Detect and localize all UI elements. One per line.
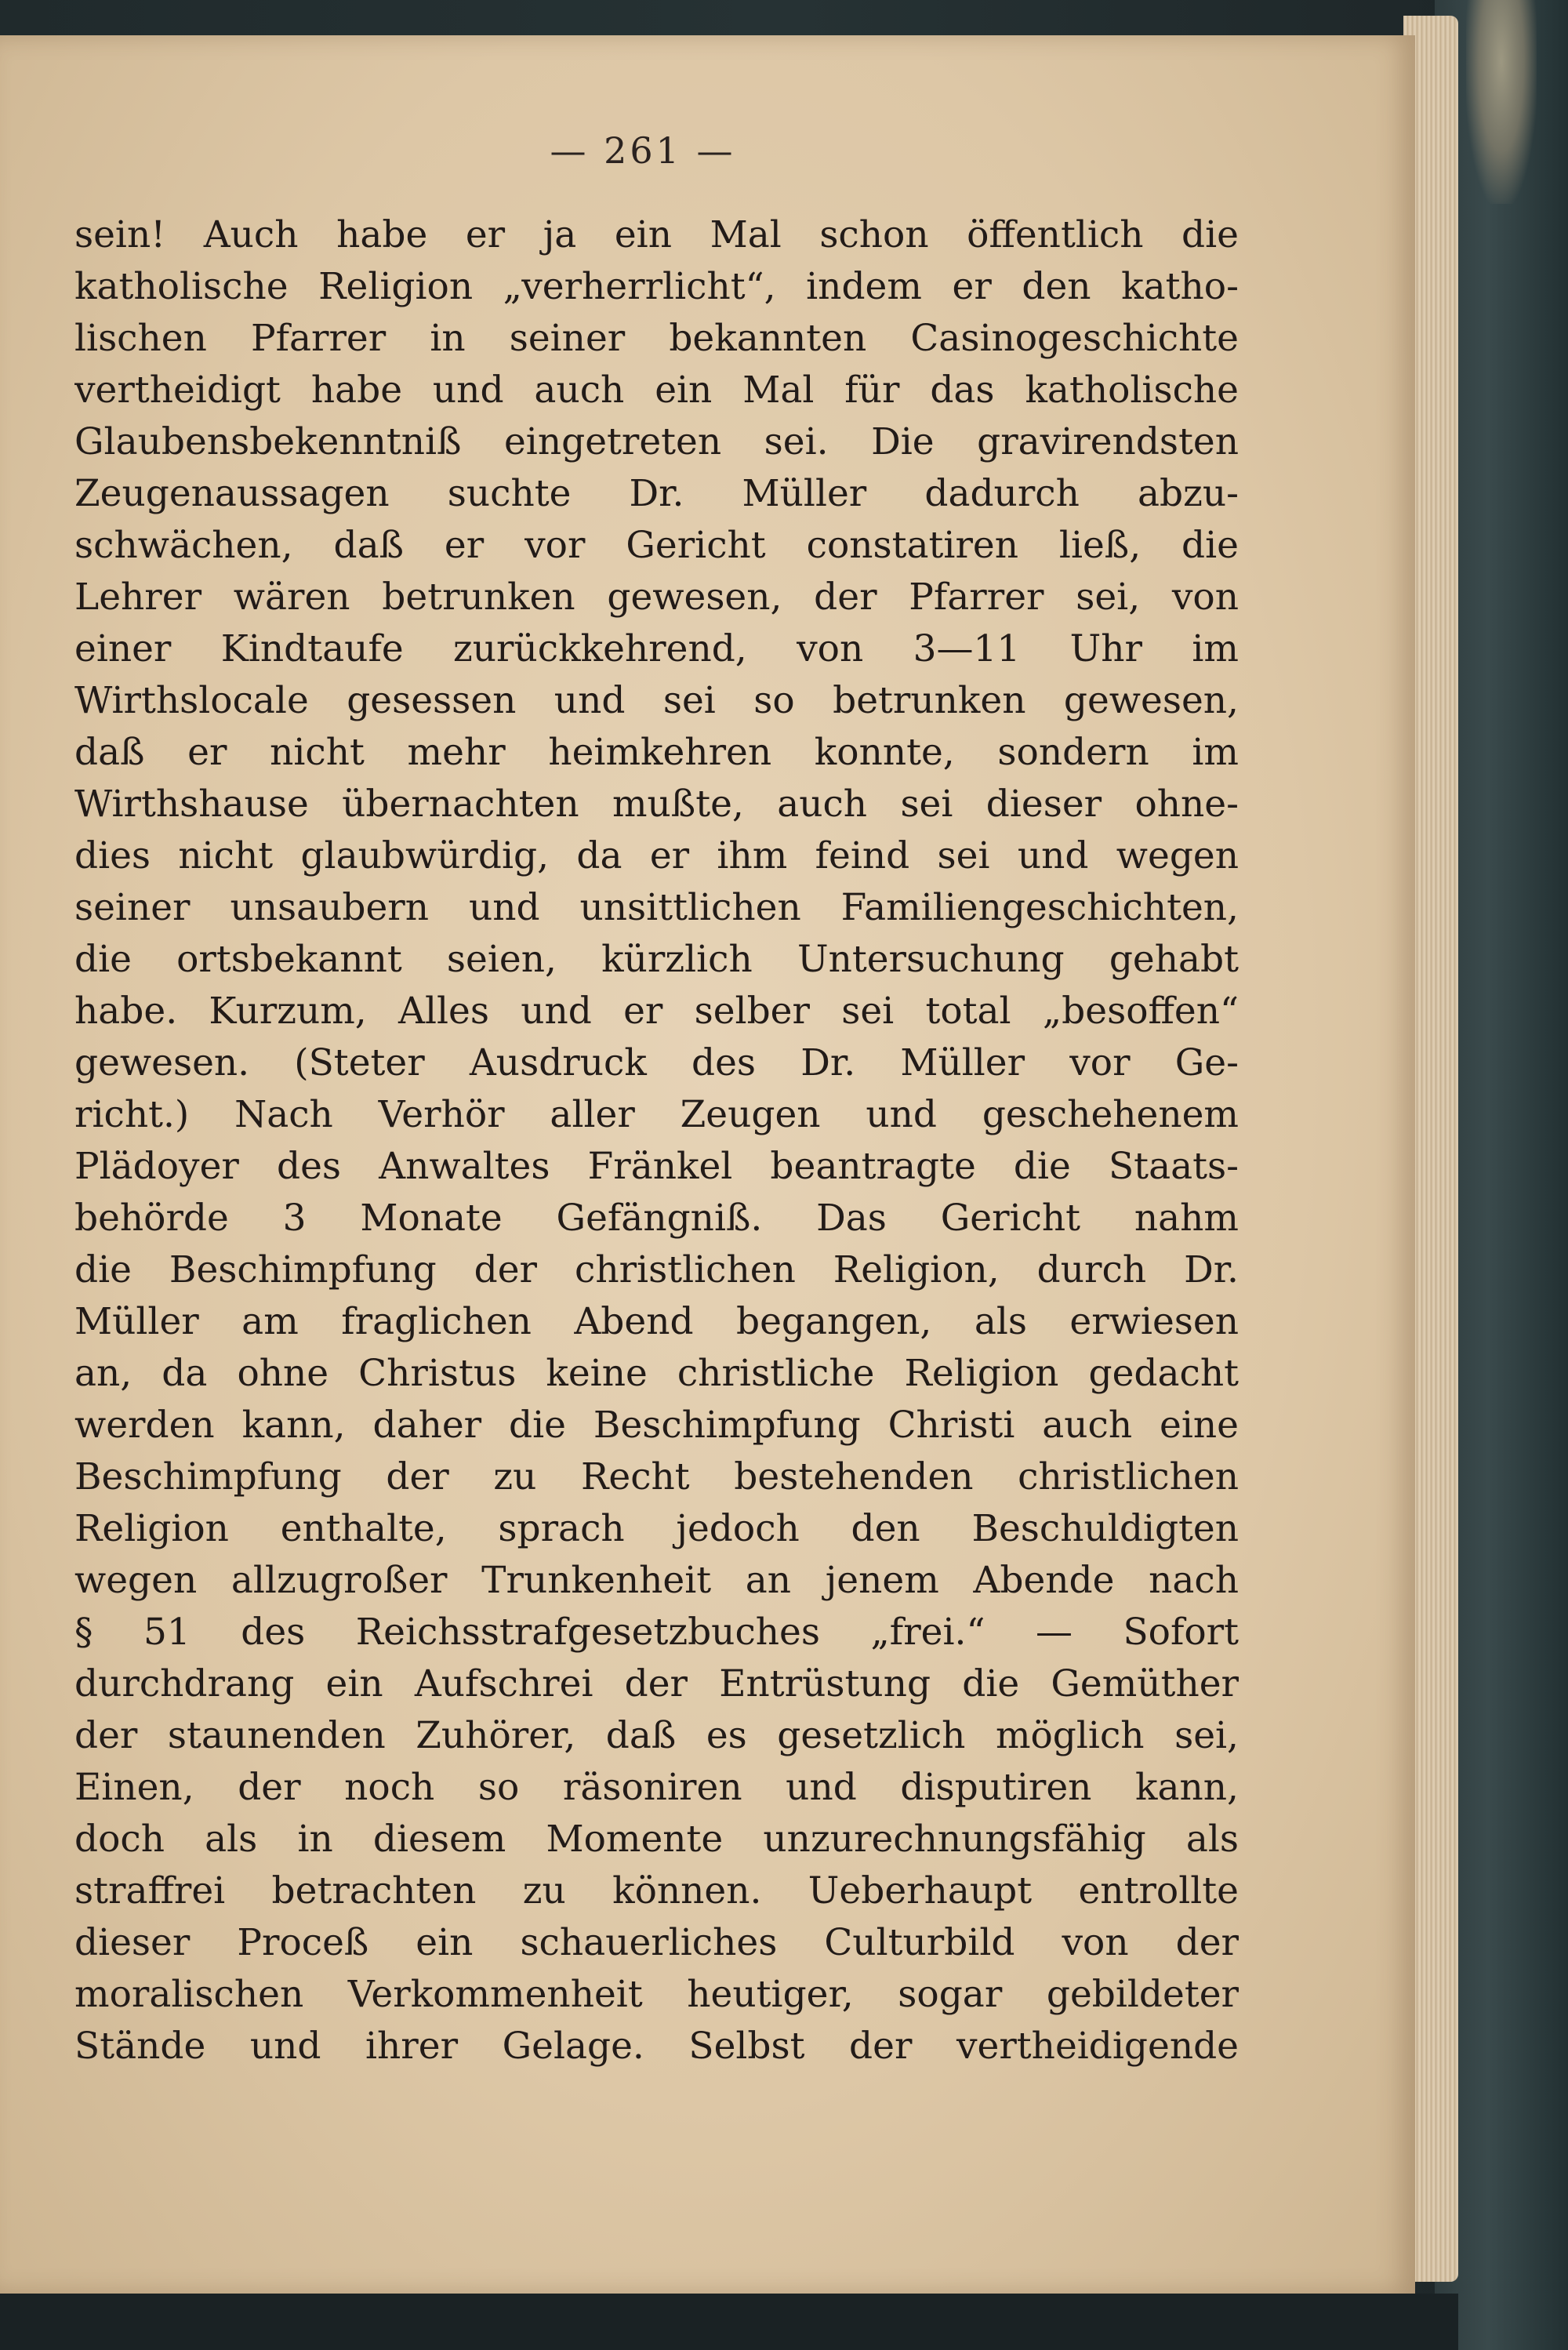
text-line: sein! Auch habe er ja ein Mal schon öffentlich die bbox=[74, 213, 1239, 256]
text-line: Glaubensbekenntniß eingetreten sei. Die gravirendsten bbox=[74, 420, 1239, 463]
text-line: werden kann, daher die Beschimpfung Christi auch eine bbox=[74, 1404, 1239, 1447]
text-line: daß er nicht mehr heimkehren konnte, sondern im bbox=[74, 731, 1239, 774]
book-page bbox=[0, 35, 1415, 2294]
text-line: dieser Proceß ein schauerliches Culturbild von der bbox=[74, 1921, 1239, 1964]
text-line: wegen allzugroßer Trunkenheit an jenem Abende nach bbox=[74, 1559, 1239, 1602]
text-line: lischen Pfarrer in seiner bekannten Casinogeschichte bbox=[74, 317, 1239, 360]
text-line: einer Kindtaufe zurückkehrend, von 3—11 Uhr im bbox=[74, 627, 1239, 670]
text-line: doch als in diesem Momente unzurechnungsfähig als bbox=[74, 1818, 1239, 1861]
text-line: die ortsbekannt seien, kürzlich Untersuchung gehabt bbox=[74, 938, 1239, 981]
text-line: Lehrer wären betrunken gewesen, der Pfarrer sei, von bbox=[74, 576, 1239, 619]
body-text bbox=[74, 209, 1239, 2072]
text-line: moralischen Verkommenheit heutiger, sogar gebildeter bbox=[74, 1973, 1239, 2016]
text-line: Zeugenaussagen suchte Dr. Müller dadurch abzu- bbox=[74, 472, 1239, 515]
text-line: dies nicht glaubwürdig, da er ihm feind sei und wegen bbox=[74, 834, 1239, 877]
text-line: behörde 3 Monate Gefängniß. Das Gericht nahm bbox=[74, 1197, 1239, 1240]
text-line: Wirthslocale gesessen und sei so betrunken gewesen, bbox=[74, 679, 1239, 722]
text-line: richt.) Nach Verhör aller Zeugen und geschehenem bbox=[74, 1093, 1239, 1136]
text-line: an, da ohne Christus keine christliche Religion gedacht bbox=[74, 1352, 1239, 1395]
text-line: vertheidigt habe und auch ein Mal für das katholische bbox=[74, 369, 1239, 412]
scan-bottom-edge bbox=[0, 2294, 1458, 2350]
text-line: Wirthshause übernachten mußte, auch sei dieser ohne- bbox=[74, 783, 1239, 826]
text-line: Stände und ihrer Gelage. Selbst der vertheidigende bbox=[74, 2025, 1239, 2068]
page-number: — 261 — bbox=[550, 129, 736, 172]
text-line: Plädoyer des Anwaltes Fränkel beantragte die Staats- bbox=[74, 1145, 1239, 1188]
text-line: Beschimpfung der zu Recht bestehenden christlichen bbox=[74, 1455, 1239, 1498]
text-line: gewesen. (Steter Ausdruck des Dr. Müller vor Ge- bbox=[74, 1041, 1239, 1084]
text-line: katholische Religion „verherrlicht“, indem er den katho- bbox=[74, 265, 1239, 308]
text-line: Religion enthalte, sprach jedoch den Beschuldigten bbox=[74, 1507, 1239, 1550]
text-line: durchdrang ein Aufschrei der Entrüstung die Gemüther bbox=[74, 1662, 1239, 1705]
text-line: seiner unsaubern und unsittlichen Familiengeschichten, bbox=[74, 886, 1239, 929]
text-line: habe. Kurzum, Alles und er selber sei total „besoffen“ bbox=[74, 990, 1239, 1033]
text-line: straffrei betrachten zu können. Ueberhaupt entrollte bbox=[74, 1869, 1239, 1912]
cover-wear-mark bbox=[1466, 0, 1537, 204]
text-line: der staunenden Zuhörer, daß es gesetzlich möglich sei, bbox=[74, 1714, 1239, 1757]
text-line: Einen, der noch so räsoniren und disputiren kann, bbox=[74, 1766, 1239, 1809]
text-line: Müller am fraglichen Abend begangen, als erwiesen bbox=[74, 1300, 1239, 1343]
text-line: die Beschimpfung der christlichen Religion, durch Dr. bbox=[74, 1248, 1239, 1291]
text-line: schwächen, daß er vor Gericht constatiren ließ, die bbox=[74, 524, 1239, 567]
text-line: § 51 des Reichsstrafgesetzbuches „frei.“ — Sofort bbox=[74, 1611, 1239, 1654]
